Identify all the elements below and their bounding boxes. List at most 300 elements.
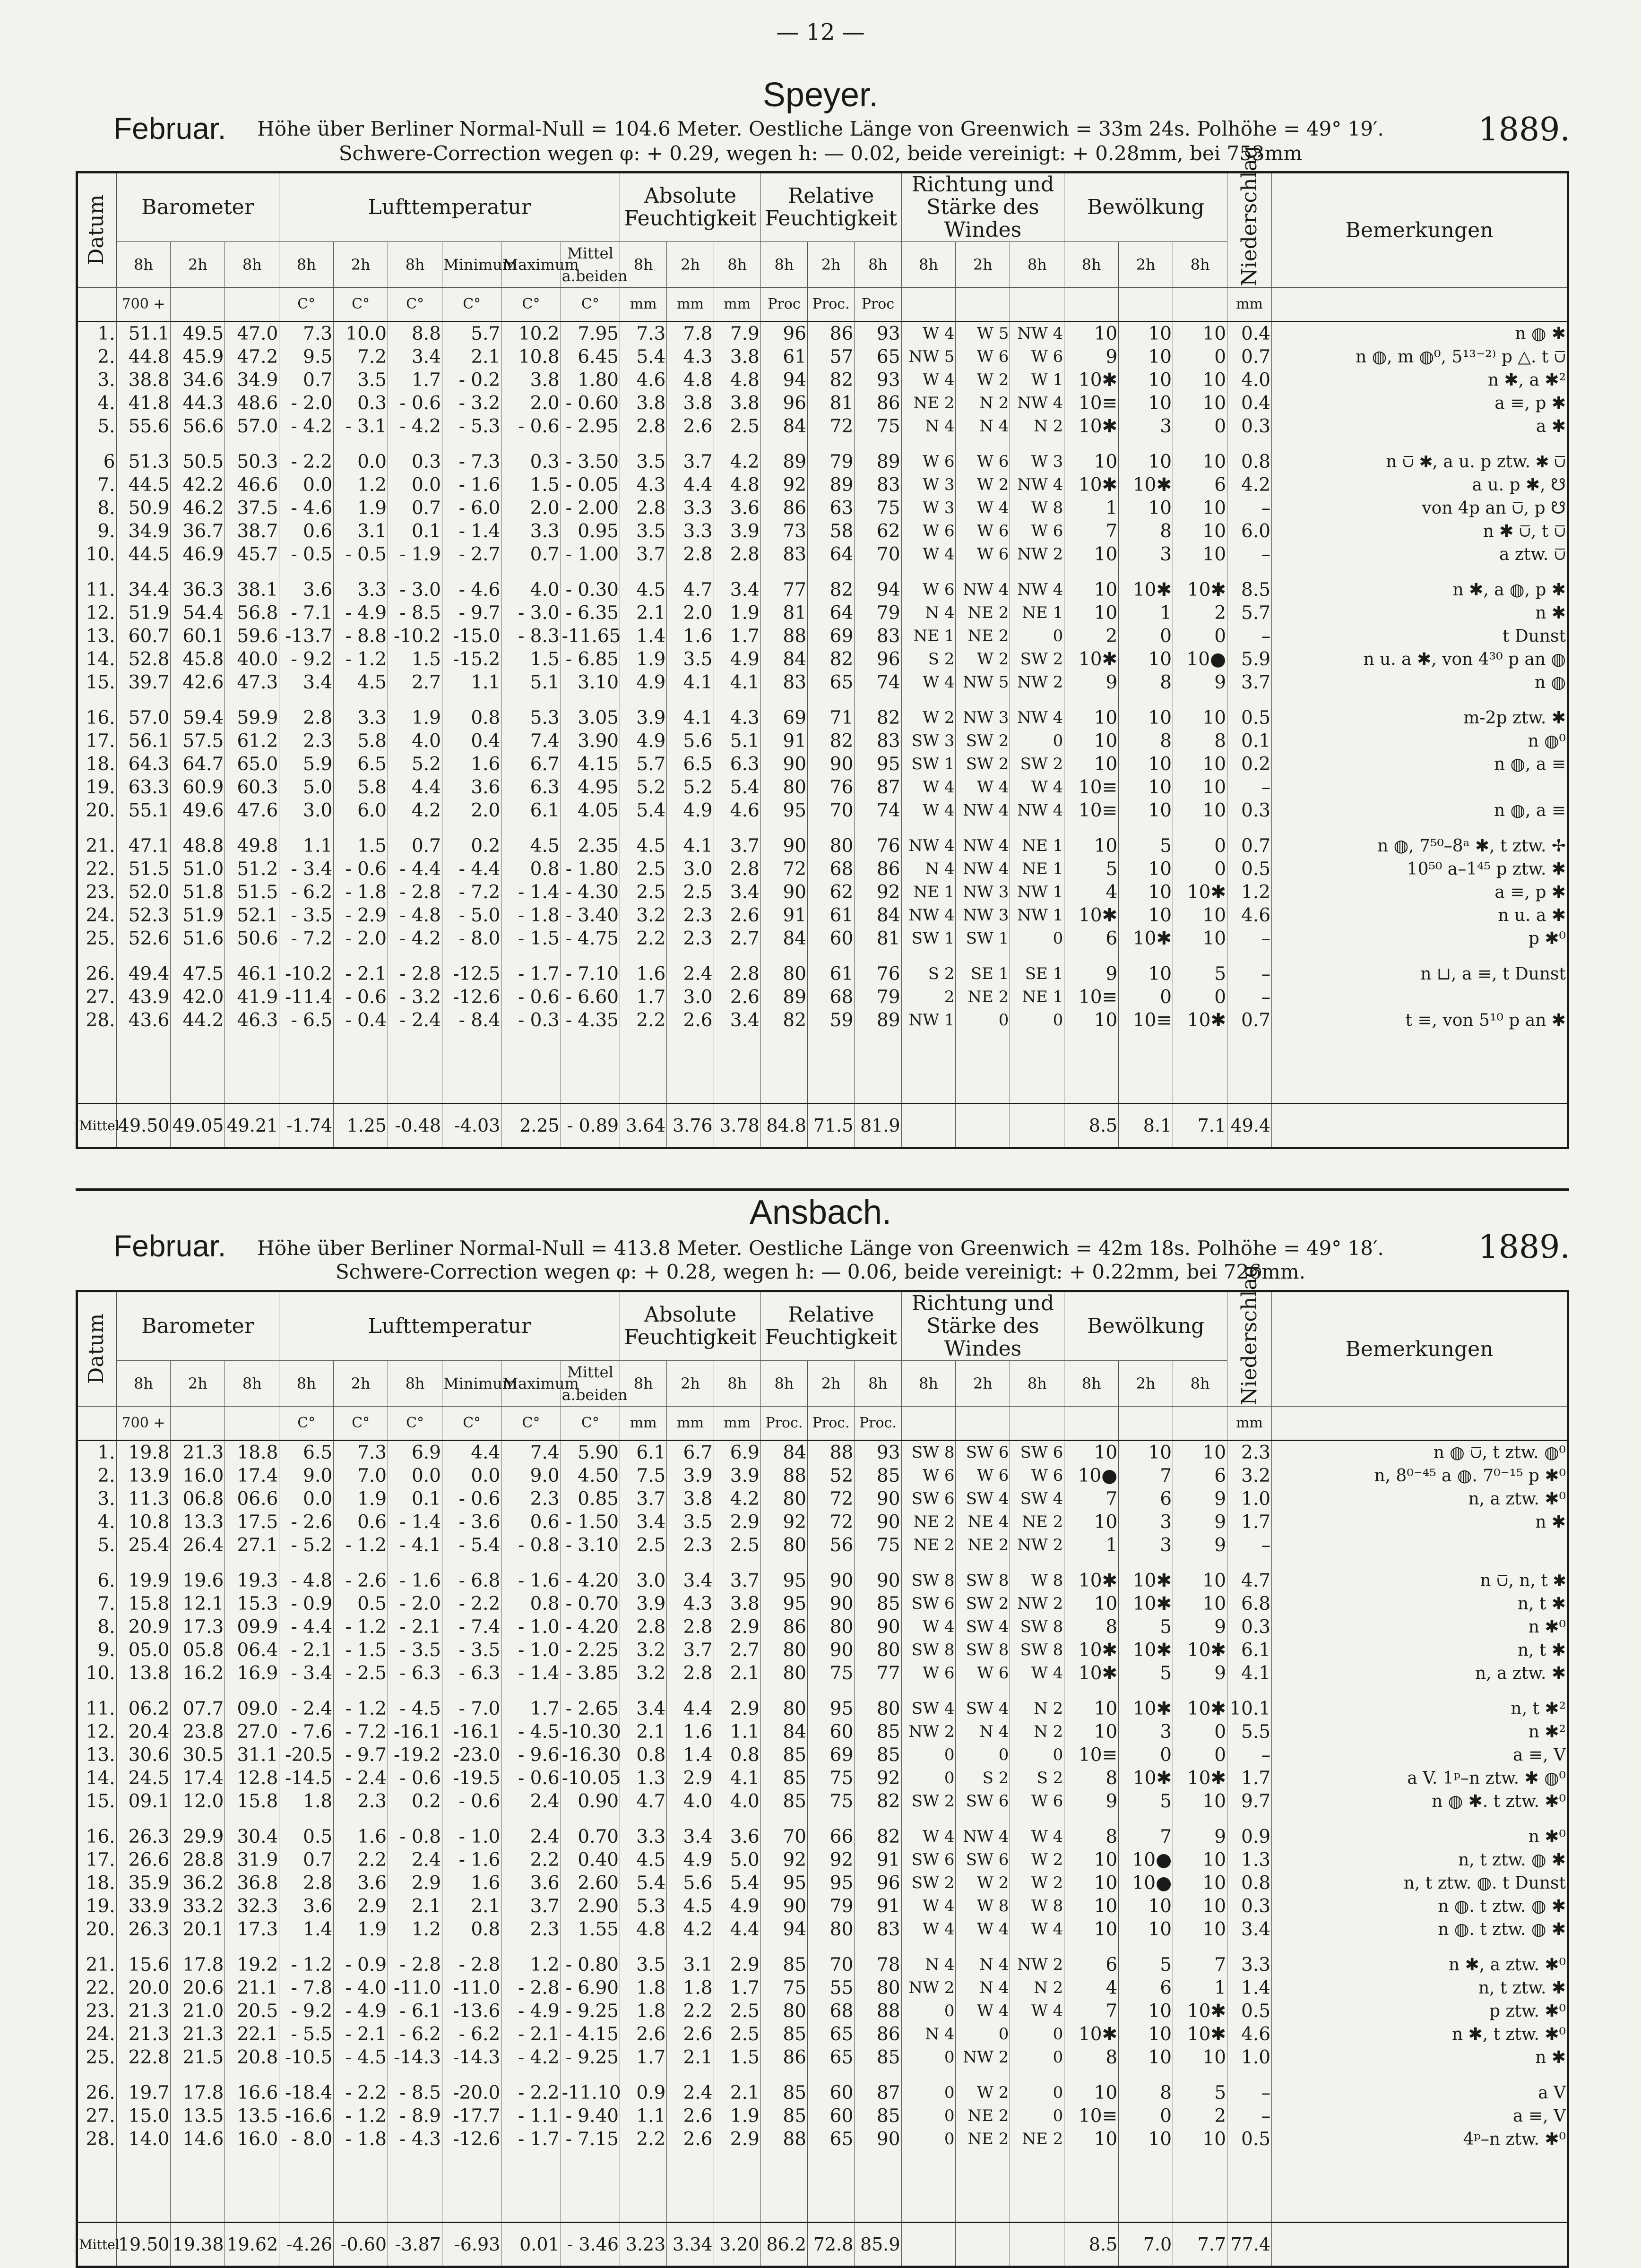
table-cell: 10: [1119, 2128, 1173, 2151]
table-cell: 8: [1119, 2081, 1173, 2105]
table-cell: N 4: [901, 1953, 956, 1976]
table-cell: W 2: [956, 473, 1010, 497]
table-cell: 4.9: [620, 730, 667, 753]
gap-cell: [1272, 694, 1568, 706]
table-cell: -12.5: [442, 962, 501, 986]
blank-cell: [956, 2151, 1010, 2223]
table-cell: 17.4: [225, 1464, 279, 1487]
gap-cell: [760, 566, 807, 578]
table-cell: W 4: [1010, 776, 1064, 799]
table-cell: 2.6: [667, 2105, 714, 2128]
table-cell: 80: [760, 1487, 807, 1511]
table-cell: 5.2: [388, 753, 442, 776]
table-cell: 5.: [77, 1534, 117, 1557]
header-h8: 8h: [714, 242, 760, 288]
blank-cell: [1227, 1032, 1272, 1104]
table-cell: 0.70: [561, 1825, 620, 1848]
gap-cell: [901, 1813, 956, 1825]
table-cell: 17.3: [225, 1918, 279, 1941]
table-cell: 2.9: [714, 1697, 760, 1720]
table-cell: 8: [1119, 520, 1173, 543]
table-cell: 1.6: [442, 1872, 501, 1895]
table-cell: 60: [808, 2105, 855, 2128]
header-lufttemperatur: Lufttemperatur: [279, 172, 620, 242]
table-cell: - 4.9: [334, 601, 388, 625]
table-cell: 0.0: [279, 1487, 334, 1511]
table-cell: 29.9: [171, 1825, 225, 1848]
table-cell: W 6: [1010, 1790, 1064, 1813]
gap-cell: [901, 2069, 956, 2081]
table-cell: N 4: [901, 415, 956, 438]
table-cell: 5.3: [620, 1895, 667, 1918]
table-cell: 75: [760, 1976, 807, 2000]
table-cell: N 2: [1010, 1697, 1064, 1720]
table-cell: 7.: [77, 473, 117, 497]
table-cell: 3.5: [620, 450, 667, 473]
table-cell: 9.: [77, 1639, 117, 1662]
table-row: [77, 1744, 1568, 1767]
gap-cell: [388, 1813, 442, 1825]
table-cell: 60.3: [225, 776, 279, 799]
gap-cell: [1173, 694, 1227, 706]
table-cell: n ◍, m ◍⁰, 5¹³⁻²⁾ p △. t ⩂: [1272, 345, 1568, 369]
table-row: [77, 881, 1568, 904]
mean-cell: -1.74: [279, 1104, 334, 1148]
table-cell: 81: [760, 601, 807, 625]
unit-cell: [1173, 288, 1227, 322]
table-cell: NE 1: [1010, 858, 1064, 881]
table-cell: 5.5: [1227, 1720, 1272, 1744]
gap-cell: [1064, 1685, 1119, 1697]
table-cell: 95: [855, 753, 901, 776]
table-cell: 05.0: [116, 1639, 171, 1662]
table-cell: 71: [808, 706, 855, 730]
table-cell: 51.9: [116, 601, 171, 625]
table-cell: 2.3: [667, 1534, 714, 1557]
table-cell: NE 2: [901, 1534, 956, 1557]
table-cell: - 4.5: [501, 1720, 561, 1744]
table-cell: -10.2: [388, 625, 442, 648]
table-cell: S 2: [901, 962, 956, 986]
unit-cell: [956, 288, 1010, 322]
table-row: [77, 497, 1568, 520]
mean-cell: 49.05: [171, 1104, 225, 1148]
table-cell: 32.3: [225, 1895, 279, 1918]
gap-cell: [667, 822, 714, 834]
table-cell: 9.: [77, 520, 117, 543]
table-cell: 57.0: [116, 706, 171, 730]
table-cell: 23.: [77, 2000, 117, 2023]
gap-cell: [116, 1557, 171, 1569]
table-cell: - 1.2: [279, 1953, 334, 1976]
table-cell: –: [1227, 2081, 1272, 2105]
table-cell: - 0.70: [561, 1592, 620, 1615]
gap-cell: [620, 438, 667, 450]
gap-cell: [901, 438, 956, 450]
unit-cell: mm: [620, 1407, 667, 1441]
gap-cell: [1119, 2069, 1173, 2081]
unit-cell: C°: [334, 288, 388, 322]
table-cell: 7.3: [334, 1441, 388, 1465]
table-cell: -20.0: [442, 2081, 501, 2105]
table-cell: 88: [760, 1464, 807, 1487]
table-cell: 0.7: [388, 497, 442, 520]
table-cell: 2.3: [279, 730, 334, 753]
table-cell: 0: [1119, 2105, 1173, 2128]
table-cell: - 2.1: [388, 1615, 442, 1639]
table-cell: 95: [760, 1592, 807, 1615]
gap-cell: [620, 694, 667, 706]
table-cell: 4.6: [620, 369, 667, 392]
gap-cell: [1010, 694, 1064, 706]
table-cell: 3.0: [667, 858, 714, 881]
gap-cell: [442, 1685, 501, 1697]
table-cell: n, a ztw. ✱⁰: [1272, 1487, 1568, 1511]
gap-cell: [956, 1941, 1010, 1953]
table-cell: 2.1: [667, 2046, 714, 2069]
gap-cell: [1010, 822, 1064, 834]
table-cell: NW 4: [1010, 706, 1064, 730]
table-cell: 19.3: [225, 1569, 279, 1592]
table-cell: 10: [1064, 1872, 1119, 1895]
table-cell: 1.8: [279, 1790, 334, 1813]
gap-cell: [808, 822, 855, 834]
table-cell: 05.8: [171, 1639, 225, 1662]
table-cell: 37.5: [225, 497, 279, 520]
table-cell: - 1.6: [388, 1569, 442, 1592]
blank-cell: [442, 1032, 501, 1104]
table-cell: 0.3: [1227, 415, 1272, 438]
table-cell: n ✱²: [1272, 1720, 1568, 1744]
mean-row: [77, 1104, 1568, 1148]
table-cell: 47.5: [171, 962, 225, 986]
table-cell: 82: [808, 648, 855, 671]
table-cell: - 3.50: [561, 450, 620, 473]
table-cell: 3.6: [442, 776, 501, 799]
table-cell: 0.5: [1227, 858, 1272, 881]
table-cell: 80: [855, 1976, 901, 2000]
table-row: [77, 1569, 1568, 1592]
table-cell: 3.3: [334, 578, 388, 601]
table-cell: 2.6: [667, 1009, 714, 1032]
table-cell: [1272, 986, 1568, 1009]
gap-cell: [561, 438, 620, 450]
table-cell: 3.3: [620, 1825, 667, 1848]
table-cell: NW 2: [1010, 1953, 1064, 1976]
table-cell: W 2: [1010, 1872, 1064, 1895]
table-cell: 18.: [77, 1872, 117, 1895]
blank-cell: [1272, 2151, 1568, 2223]
table-cell: 92: [760, 1511, 807, 1534]
table-cell: 0.1: [1227, 730, 1272, 753]
table-cell: 16.2: [171, 1662, 225, 1685]
table-cell: NW 4: [901, 904, 956, 927]
table-cell: 9: [1173, 1825, 1227, 1848]
table-cell: –: [1227, 2105, 1272, 2128]
gap-cell: [501, 1685, 561, 1697]
table-cell: 10✱: [1173, 1639, 1227, 1662]
gap-cell: [956, 438, 1010, 450]
table-cell: 10✱: [1064, 369, 1119, 392]
table-cell: 1.7: [714, 625, 760, 648]
table-cell: NW 1: [901, 1009, 956, 1032]
table-cell: 82: [760, 1009, 807, 1032]
table-cell: 3.4: [714, 578, 760, 601]
header-h8: 8h: [1064, 242, 1119, 288]
unit-cell: C°: [561, 288, 620, 322]
table-cell: 49.6: [171, 799, 225, 822]
table-cell: 85: [855, 1744, 901, 1767]
table-cell: NW 4: [956, 799, 1010, 822]
table-cell: 7: [1064, 1487, 1119, 1511]
table-cell: 10✱: [1064, 1662, 1119, 1685]
table-cell: 5: [1119, 834, 1173, 858]
table-cell: -14.3: [388, 2046, 442, 2069]
table-cell: - 9.7: [334, 1744, 388, 1767]
table-cell: - 4.6: [442, 578, 501, 601]
table-cell: 30.5: [171, 1744, 225, 1767]
gap-cell: [561, 1941, 620, 1953]
mean-cell: -4.26: [279, 2223, 334, 2267]
unit-cell: Proc.: [855, 1407, 901, 1441]
header-h2: 2h: [1119, 1361, 1173, 1407]
gap-cell: [442, 1813, 501, 1825]
table-cell: 26.6: [116, 1848, 171, 1872]
table-cell: - 0.30: [561, 578, 620, 601]
table-row: [77, 753, 1568, 776]
table-cell: 10: [1173, 369, 1227, 392]
table-cell: - 4.2: [279, 415, 334, 438]
gap-cell: [116, 822, 171, 834]
table-cell: 4.95: [561, 776, 620, 799]
gap-cell: [1064, 950, 1119, 962]
table-cell: 87: [855, 2081, 901, 2105]
gap-cell: [1173, 950, 1227, 962]
table-cell: 10: [1173, 1790, 1227, 1813]
table-cell: –: [1227, 962, 1272, 986]
table-cell: 34.9: [116, 520, 171, 543]
table-cell: 12.0: [171, 1790, 225, 1813]
table-cell: 4.9: [714, 1895, 760, 1918]
gap-cell: [760, 1813, 807, 1825]
table-cell: 10: [1064, 1511, 1119, 1534]
table-cell: 83: [760, 671, 807, 694]
table-cell: - 3.40: [561, 904, 620, 927]
table-cell: 5.4: [620, 799, 667, 822]
table-cell: 22.8: [116, 2046, 171, 2069]
table-cell: 20.1: [171, 1918, 225, 1941]
table-cell: 87: [855, 776, 901, 799]
table-cell: 13.5: [225, 2105, 279, 2128]
table-cell: 86: [808, 322, 855, 346]
table-cell: 2.9: [388, 1872, 442, 1895]
table-cell: n ⊔, a ≡, t Dunst: [1272, 962, 1568, 986]
table-cell: 10●: [1064, 1464, 1119, 1487]
table-cell: 2.6: [667, 2128, 714, 2151]
table-cell: W 6: [956, 450, 1010, 473]
table-cell: 72: [808, 415, 855, 438]
table-cell: 84: [760, 1441, 807, 1465]
table-cell: 0.7: [279, 1848, 334, 1872]
table-cell: 7.3: [279, 322, 334, 346]
table-cell: 47.6: [225, 799, 279, 822]
table-cell: 80: [760, 1534, 807, 1557]
gap-cell: [171, 1685, 225, 1697]
table-cell: 26.: [77, 962, 117, 986]
mean-cell: 3.64: [620, 1104, 667, 1148]
table-cell: 4.9: [667, 1848, 714, 1872]
table-cell: 89: [808, 473, 855, 497]
table-cell: -12.6: [442, 2128, 501, 2151]
table-cell: 47.2: [225, 345, 279, 369]
table-cell: 2.0: [442, 799, 501, 822]
table-cell: W 6: [956, 520, 1010, 543]
table-cell: 2.: [77, 1464, 117, 1487]
gap-cell: [760, 694, 807, 706]
mean-cell: 3.76: [667, 1104, 714, 1148]
gap-cell: [760, 822, 807, 834]
table-cell: 82: [855, 1825, 901, 1848]
table-cell: n ◍: [1272, 671, 1568, 694]
table-cell: 88: [760, 2128, 807, 2151]
table-row: [77, 986, 1568, 1009]
gap-cell: [388, 566, 442, 578]
gap-cell: [388, 822, 442, 834]
table-cell: - 6.1: [388, 2000, 442, 2023]
table-cell: 10: [1173, 1918, 1227, 1941]
table-cell: 51.9: [171, 904, 225, 927]
table-cell: NE 2: [1010, 1511, 1064, 1534]
table-cell: 60.9: [171, 776, 225, 799]
gap-cell: [501, 2069, 561, 2081]
table-cell: 10: [1173, 520, 1227, 543]
gap-cell: [1119, 1813, 1173, 1825]
table-cell: 6.0: [1227, 520, 1272, 543]
table-cell: 77: [760, 578, 807, 601]
header-h8: 8h: [225, 1361, 279, 1407]
table-cell: 5.7: [442, 322, 501, 346]
table-cell: W 3: [901, 473, 956, 497]
table-cell: n, t ztw. ✱: [1272, 1976, 1568, 2000]
unit-cell: [1064, 1407, 1119, 1441]
header-mittel: Mittel a.beiden: [561, 1361, 620, 1407]
table-cell: - 3.0: [501, 601, 561, 625]
gap-cell: [956, 822, 1010, 834]
table-cell: NE 2: [956, 2128, 1010, 2151]
table-cell: 15.6: [116, 1953, 171, 1976]
table-cell: 0.3: [388, 450, 442, 473]
table-cell: 35.9: [116, 1872, 171, 1895]
table-cell: 96: [760, 322, 807, 346]
mean-cell: 19.38: [171, 2223, 225, 2267]
table-cell: -11.65: [561, 625, 620, 648]
table-cell: 2.0: [501, 392, 561, 415]
table-cell: 63.3: [116, 776, 171, 799]
table-cell: 7.95: [561, 322, 620, 346]
table-cell: 89: [760, 986, 807, 1009]
table-cell: n, t ztw. ◍. t Dunst: [1272, 1872, 1568, 1895]
header-h8: 8h: [855, 1361, 901, 1407]
gap-cell: [1064, 1813, 1119, 1825]
table-cell: 4.5: [620, 834, 667, 858]
table-cell: SW 4: [956, 1697, 1010, 1720]
table-cell: - 0.6: [501, 415, 561, 438]
unit-cell: [1010, 288, 1064, 322]
gap-cell: [714, 950, 760, 962]
blank-cell: [279, 1032, 334, 1104]
table-cell: 95: [808, 1872, 855, 1895]
table-cell: -14.5: [279, 1767, 334, 1790]
table-cell: - 2.65: [561, 1697, 620, 1720]
table-cell: 10: [1173, 2128, 1227, 2151]
table-cell: 8.5: [1227, 578, 1272, 601]
table-cell: W 8: [1010, 1569, 1064, 1592]
table-row: [77, 927, 1568, 950]
gap-cell: [1272, 438, 1568, 450]
table-cell: n, a ztw. ✱: [1272, 1662, 1568, 1685]
blank-cell: [1119, 2151, 1173, 2223]
table-cell: 10✱: [1173, 881, 1227, 904]
table-cell: - 1.6: [442, 473, 501, 497]
header-h8: 8h: [279, 242, 334, 288]
gap-cell: [808, 2069, 855, 2081]
table-cell: 10: [1119, 799, 1173, 822]
table-cell: 10: [1064, 450, 1119, 473]
gap-cell: [388, 438, 442, 450]
table-cell: 96: [855, 648, 901, 671]
table-row: [77, 1918, 1568, 1941]
table-cell: 20.4: [116, 1720, 171, 1744]
table-cell: 38.8: [116, 369, 171, 392]
gap-cell: [561, 950, 620, 962]
table-cell: - 1.9: [388, 543, 442, 566]
table-cell: - 0.9: [279, 1592, 334, 1615]
table-cell: - 4.3: [388, 2128, 442, 2151]
table-cell: 12.: [77, 1720, 117, 1744]
table-cell: SE 1: [956, 962, 1010, 986]
table-cell: 96: [855, 1872, 901, 1895]
table-cell: 3.: [77, 1487, 117, 1511]
table-cell: 70: [808, 1953, 855, 1976]
gap-cell: [620, 566, 667, 578]
table-cell: 0.7: [1227, 834, 1272, 858]
table-cell: 79: [808, 1895, 855, 1918]
table-cell: 17.5: [225, 1511, 279, 1534]
table-cell: 2.7: [714, 927, 760, 950]
table-cell: 0.2: [1227, 753, 1272, 776]
table-cell: - 2.4: [279, 1697, 334, 1720]
table-cell: - 0.2: [442, 369, 501, 392]
table-cell: 3: [1119, 1534, 1173, 1557]
table-cell: 19.7: [116, 2081, 171, 2105]
table-cell: NW 4: [1010, 473, 1064, 497]
table-cell: 1.4: [1227, 1976, 1272, 2000]
table-cell: 2.8: [279, 706, 334, 730]
gap-cell: [956, 694, 1010, 706]
table-cell: 55: [808, 1976, 855, 2000]
table-cell: 80: [808, 1918, 855, 1941]
table-cell: 0.7: [388, 834, 442, 858]
mean-cell: 3.20: [714, 2223, 760, 2267]
table-cell: 2.6: [667, 2023, 714, 2046]
table-cell: 51.8: [171, 881, 225, 904]
unit-cell: Proc: [760, 288, 807, 322]
table-cell: NW 1: [1010, 881, 1064, 904]
table-cell: 4.1: [667, 671, 714, 694]
table-cell: 2.1: [620, 601, 667, 625]
table-cell: 21.1: [225, 1976, 279, 2000]
table-cell: 10: [1064, 1592, 1119, 1615]
